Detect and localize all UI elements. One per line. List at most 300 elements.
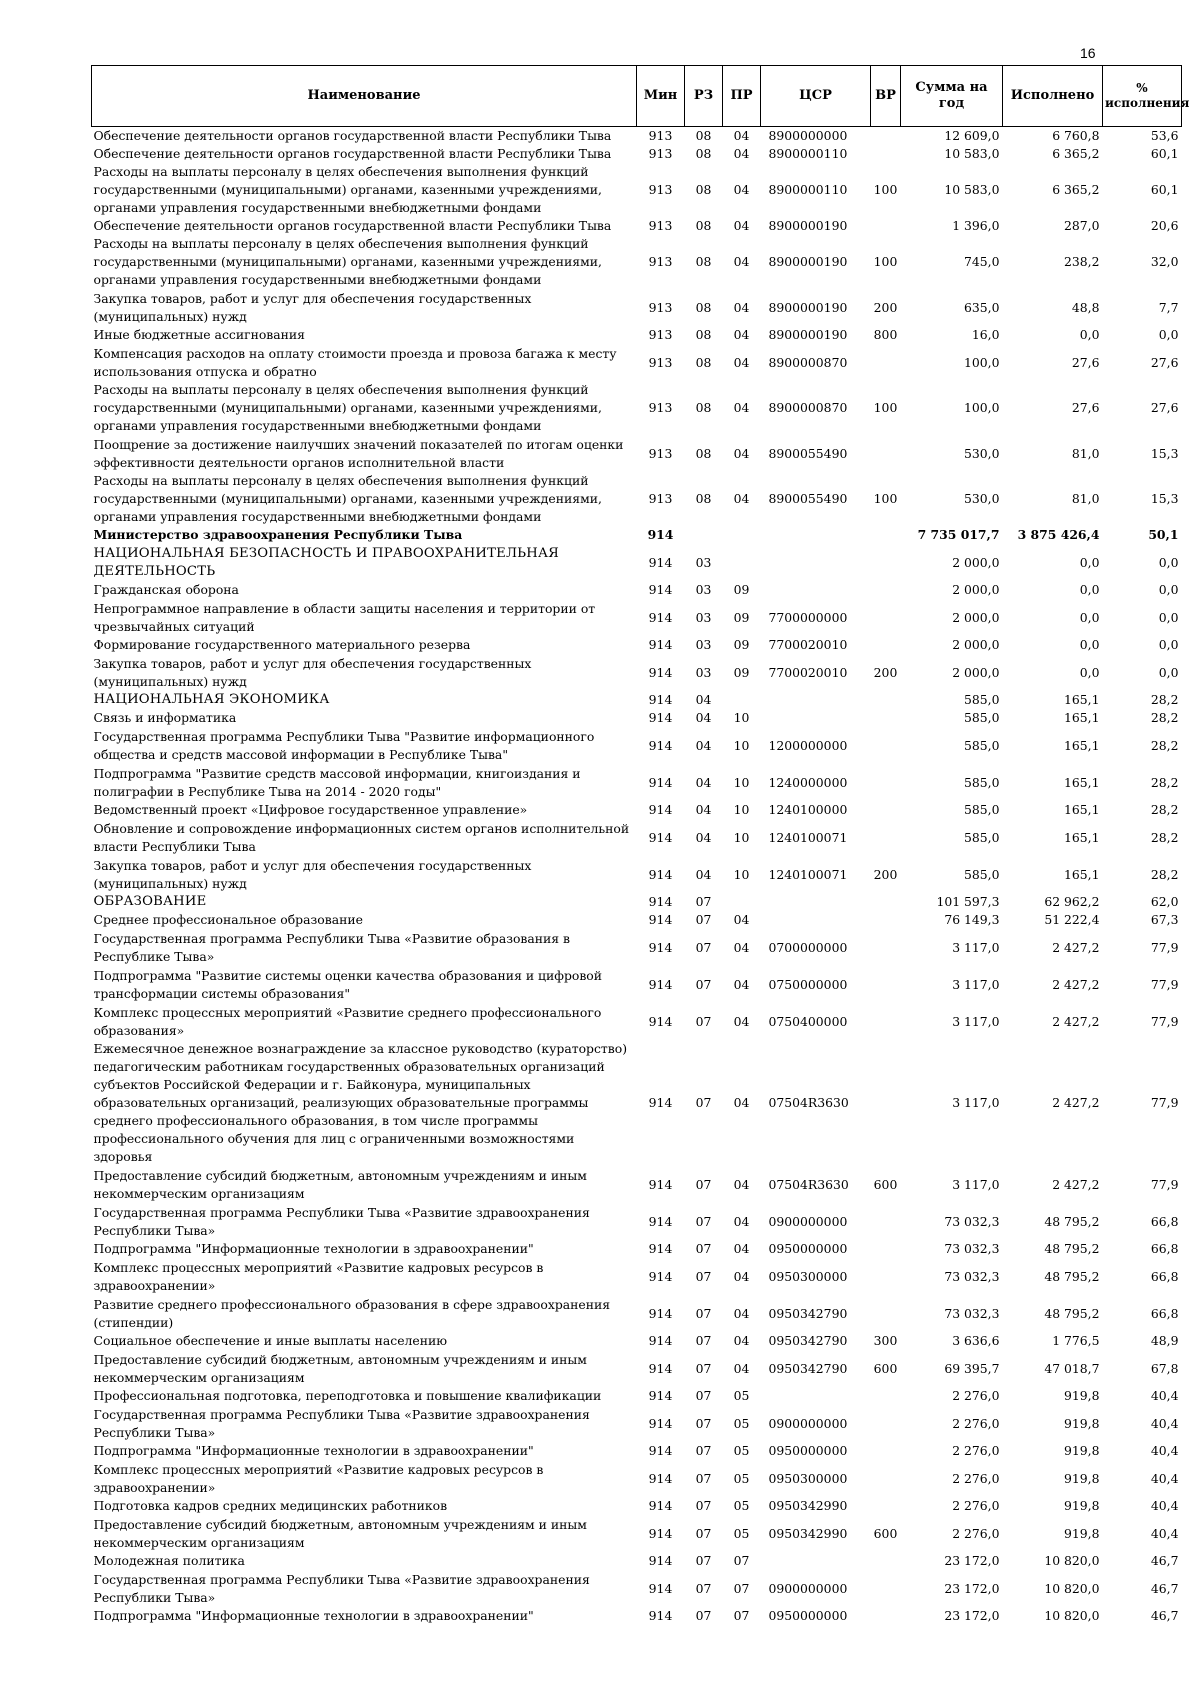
cell-rz: 03 bbox=[695, 582, 712, 597]
cell-done: 919,8 bbox=[1064, 1525, 1100, 1541]
cell-sum: 1 396,0 bbox=[952, 218, 1000, 233]
cell-sum: 585,0 bbox=[964, 774, 1000, 790]
cell-csr: 8900055490 bbox=[768, 445, 848, 461]
cell-sum: 530,0 bbox=[964, 445, 1000, 461]
cell-min: 914 bbox=[648, 1241, 673, 1256]
cell-sum: 23 172,0 bbox=[944, 1553, 1000, 1568]
cell-csr: 0950000000 bbox=[768, 1241, 848, 1256]
cell-done: 81,0 bbox=[1071, 445, 1100, 461]
cell-rz: 07 bbox=[695, 1415, 712, 1431]
cell-vr: 300 bbox=[873, 1333, 898, 1348]
cell-pr: 09 bbox=[733, 664, 750, 680]
cell-sum: 73 032,3 bbox=[944, 1268, 1000, 1284]
cell-min: 914 bbox=[648, 1553, 673, 1568]
cell-pct: 66,8 bbox=[1150, 1241, 1179, 1256]
cell-pct: 77,9 bbox=[1150, 1095, 1179, 1110]
cell-done: 81,0 bbox=[1071, 491, 1100, 506]
cell-rz: 07 bbox=[695, 1095, 712, 1110]
cell-done: 919,8 bbox=[1064, 1498, 1100, 1513]
cell-rz: 07 bbox=[695, 1305, 712, 1321]
cell-done: 48 795,2 bbox=[1044, 1268, 1100, 1284]
cell-name: Комплекс процессных мероприятий «Развитие кадровых ресурсов в здравоохранении» bbox=[93, 1259, 544, 1293]
cell-sum: 3 636,6 bbox=[952, 1333, 1000, 1348]
cell-name: Профессиональная подготовка, переподготовка и повышение квалификации bbox=[93, 1388, 602, 1403]
table-row bbox=[92, 1515, 1182, 1552]
cell-min: 914 bbox=[648, 1388, 673, 1403]
cell-sum: 530,0 bbox=[964, 491, 1000, 506]
cell-pr bbox=[723, 526, 761, 544]
cell-pct: 77,9 bbox=[1150, 939, 1179, 955]
table-row bbox=[92, 289, 1182, 326]
cell-vr bbox=[871, 1570, 901, 1607]
cell-csr: 8900055490 bbox=[768, 491, 848, 506]
cell-done: 6 365,2 bbox=[1052, 182, 1100, 197]
cell-name: Предоставление субсидий бюджетным, автономным учреждениям и иным некоммерческим организациям bbox=[93, 1516, 587, 1550]
cell-sum: 76 149,3 bbox=[944, 912, 1000, 927]
cell-pr: 04 bbox=[733, 327, 750, 342]
table-row bbox=[92, 145, 1182, 163]
cell-rz: 07 bbox=[695, 939, 712, 955]
cell-pct: 28,2 bbox=[1150, 737, 1179, 753]
cell-rz: 07 bbox=[695, 1443, 712, 1458]
cell-name: Предоставление субсидий бюджетным, автономным учреждениям и иным некоммерческим организациям bbox=[93, 1351, 587, 1385]
cell-min: 913 bbox=[648, 146, 673, 161]
cell-sum: 12 609,0 bbox=[944, 128, 1000, 143]
cell-pct: 27,6 bbox=[1150, 354, 1179, 370]
cell-done: 27,6 bbox=[1071, 400, 1100, 415]
cell-csr bbox=[761, 911, 871, 929]
cell-min: 914 bbox=[648, 1498, 673, 1513]
cell-rz: 08 bbox=[695, 491, 712, 506]
cell-sum: 23 172,0 bbox=[944, 1608, 1000, 1623]
cell-csr: 8900000190 bbox=[768, 254, 848, 269]
cell-pr bbox=[723, 893, 761, 911]
cell-rz: 03 bbox=[695, 554, 712, 570]
cell-pr: 10 bbox=[733, 737, 750, 753]
cell-min: 914 bbox=[648, 1013, 673, 1029]
cell-name: Государственная программа Республики Тыва «Развитие здравоохранения Республики Тыва» bbox=[93, 1204, 590, 1238]
table-row bbox=[92, 1166, 1182, 1203]
cell-rz: 03 bbox=[695, 637, 712, 652]
cell-pr: 07 bbox=[733, 1553, 750, 1568]
cell-done: 10 820,0 bbox=[1044, 1580, 1100, 1596]
cell-min: 913 bbox=[648, 400, 673, 415]
cell-vr: 600 bbox=[873, 1360, 898, 1376]
cell-rz: 08 bbox=[695, 182, 712, 197]
cell-pct: 53,6 bbox=[1150, 128, 1179, 143]
table-row bbox=[92, 1607, 1182, 1625]
cell-pct: 0,0 bbox=[1158, 609, 1179, 625]
cell-rz: 07 bbox=[695, 894, 712, 909]
cell-min: 914 bbox=[648, 609, 673, 625]
cell-pr: 10 bbox=[733, 802, 750, 817]
table-row bbox=[92, 801, 1182, 819]
cell-min: 914 bbox=[648, 637, 673, 652]
cell-name: Подпрограмма "Информационные технологии в здравоохранении" bbox=[93, 1608, 534, 1623]
cell-done: 62 962,2 bbox=[1044, 894, 1100, 909]
cell-min: 914 bbox=[648, 1443, 673, 1458]
cell-csr: 1240100071 bbox=[768, 866, 848, 882]
cell-done: 48,8 bbox=[1071, 299, 1100, 315]
cell-rz bbox=[685, 526, 723, 544]
cell-csr: 0900000000 bbox=[768, 1580, 848, 1596]
cell-name: Подпрограмма "Развитие системы оценки качества образования и цифровой трансформации системы образования" bbox=[93, 967, 603, 1001]
cell-rz: 07 bbox=[695, 1268, 712, 1284]
table-row bbox=[92, 1240, 1182, 1258]
cell-rz: 07 bbox=[695, 976, 712, 992]
cell-done: 165,1 bbox=[1064, 829, 1100, 845]
header-name: Наименование bbox=[92, 66, 637, 127]
cell-min: 914 bbox=[648, 829, 673, 845]
cell-rz: 07 bbox=[695, 1213, 712, 1229]
cell-vr bbox=[871, 581, 901, 599]
cell-rz: 04 bbox=[695, 802, 712, 817]
cell-rz: 08 bbox=[695, 299, 712, 315]
cell-sum: 2 000,0 bbox=[952, 554, 1000, 570]
cell-done: 165,1 bbox=[1064, 710, 1100, 725]
cell-pct: 40,4 bbox=[1150, 1470, 1179, 1486]
cell-vr bbox=[871, 217, 901, 235]
header-sum: Сумма на год bbox=[901, 66, 1003, 127]
cell-min: 914 bbox=[648, 1360, 673, 1376]
cell-csr: 1240000000 bbox=[768, 774, 848, 790]
cell-name: НАЦИОНАЛЬНАЯ БЕЗОПАСНОСТЬ И ПРАВООХРАНИТЕЛЬНАЯ ДЕЯТЕЛЬНОСТЬ bbox=[93, 545, 559, 579]
cell-rz: 07 bbox=[695, 1498, 712, 1513]
cell-vr bbox=[871, 1405, 901, 1442]
cell-sum: 3 117,0 bbox=[952, 939, 1000, 955]
budget-execution-table bbox=[91, 65, 1190, 1625]
cell-rz: 07 bbox=[695, 1553, 712, 1568]
cell-min: 914 bbox=[648, 1415, 673, 1431]
cell-rz: 03 bbox=[695, 664, 712, 680]
table-row bbox=[92, 1387, 1182, 1405]
table-row bbox=[92, 544, 1182, 581]
cell-pr: 04 bbox=[733, 128, 750, 143]
cell-sum: 2 000,0 bbox=[952, 609, 1000, 625]
cell-done: 165,1 bbox=[1064, 802, 1100, 817]
cell-pct: 66,8 bbox=[1150, 1213, 1179, 1229]
cell-csr: 0950300000 bbox=[768, 1470, 848, 1486]
cell-pct: 67,8 bbox=[1150, 1360, 1179, 1376]
cell-done: 165,1 bbox=[1064, 737, 1100, 753]
cell-done: 47 018,7 bbox=[1044, 1360, 1100, 1376]
cell-csr: 8900000000 bbox=[768, 128, 848, 143]
cell-sum: 10 583,0 bbox=[944, 182, 1000, 197]
cell-pct: 46,7 bbox=[1150, 1553, 1179, 1568]
cell-done: 27,6 bbox=[1071, 354, 1100, 370]
cell-vr bbox=[871, 1497, 901, 1515]
cell-pr: 04 bbox=[733, 1095, 750, 1110]
table-row bbox=[92, 526, 1182, 544]
cell-pr: 05 bbox=[733, 1388, 750, 1403]
cell-sum: 3 117,0 bbox=[952, 1095, 1000, 1110]
cell-pr: 04 bbox=[733, 254, 750, 269]
cell-pr: 05 bbox=[733, 1443, 750, 1458]
cell-pr: 05 bbox=[733, 1525, 750, 1541]
cell-rz: 07 bbox=[695, 1013, 712, 1029]
cell-csr: 8900000870 bbox=[768, 354, 848, 370]
cell-done: 2 427,2 bbox=[1052, 1176, 1100, 1192]
cell-vr bbox=[871, 526, 901, 544]
cell-done: 0,0 bbox=[1079, 637, 1100, 652]
cell-min: 914 bbox=[648, 1525, 673, 1541]
cell-sum: 2 276,0 bbox=[952, 1470, 1000, 1486]
cell-done: 6 760,8 bbox=[1052, 128, 1100, 143]
cell-pr: 04 bbox=[733, 182, 750, 197]
cell-done: 0,0 bbox=[1079, 327, 1100, 342]
cell-csr: 0950342790 bbox=[768, 1360, 848, 1376]
cell-pct: 15,3 bbox=[1150, 491, 1179, 506]
cell-vr bbox=[871, 911, 901, 929]
cell-csr: 0950342990 bbox=[768, 1498, 848, 1513]
cell-done: 919,8 bbox=[1064, 1470, 1100, 1486]
cell-pr: 10 bbox=[733, 866, 750, 882]
table-row bbox=[92, 1203, 1182, 1240]
cell-csr bbox=[761, 691, 871, 709]
table-row bbox=[92, 856, 1182, 893]
cell-name: Обновление и сопровождение информационных систем органов исполнительной власти Республики Тыва bbox=[93, 820, 630, 854]
cell-vr bbox=[871, 819, 901, 856]
cell-vr: 100 bbox=[873, 182, 898, 197]
cell-sum: 2 000,0 bbox=[952, 664, 1000, 680]
table-row bbox=[92, 819, 1182, 856]
table-row bbox=[92, 929, 1182, 966]
cell-vr bbox=[871, 344, 901, 381]
cell-vr: 800 bbox=[873, 327, 898, 342]
cell-pr: 04 bbox=[733, 1013, 750, 1029]
cell-name: Комплекс процессных мероприятий «Развитие среднего профессионального образования» bbox=[93, 1004, 602, 1038]
cell-pct: 28,2 bbox=[1150, 692, 1179, 707]
cell-rz: 07 bbox=[695, 1241, 712, 1256]
cell-vr bbox=[871, 1203, 901, 1240]
cell-pct: 40,4 bbox=[1150, 1498, 1179, 1513]
cell-name: Подпрограмма "Информационные технологии в здравоохранении" bbox=[93, 1241, 534, 1256]
table-row bbox=[92, 1442, 1182, 1460]
cell-pct: 48,9 bbox=[1150, 1333, 1179, 1348]
cell-name: Обеспечение деятельности органов государственной власти Республики Тыва bbox=[93, 218, 612, 233]
cell-csr bbox=[761, 709, 871, 727]
cell-csr: 0950342790 bbox=[768, 1305, 848, 1321]
cell-min: 914 bbox=[648, 1470, 673, 1486]
cell-csr bbox=[761, 526, 871, 544]
cell-pr: 04 bbox=[733, 146, 750, 161]
cell-done: 6 365,2 bbox=[1052, 146, 1100, 161]
cell-pr: 05 bbox=[733, 1498, 750, 1513]
cell-sum: 101 597,3 bbox=[936, 894, 1000, 909]
cell-sum: 73 032,3 bbox=[944, 1241, 1000, 1256]
cell-vr bbox=[871, 709, 901, 727]
cell-pct: 77,9 bbox=[1150, 1176, 1179, 1192]
table-row bbox=[92, 472, 1182, 526]
table-row bbox=[92, 1258, 1182, 1295]
cell-min: 914 bbox=[648, 802, 673, 817]
cell-name: Обеспечение деятельности органов государственной власти Республики Тыва bbox=[93, 146, 612, 161]
cell-pct: 46,7 bbox=[1150, 1608, 1179, 1623]
cell-pr: 09 bbox=[733, 637, 750, 652]
cell-done: 919,8 bbox=[1064, 1415, 1100, 1431]
cell-rz: 07 bbox=[695, 1333, 712, 1348]
table-row bbox=[92, 235, 1182, 289]
cell-pr: 04 bbox=[733, 491, 750, 506]
cell-pct: 40,4 bbox=[1150, 1388, 1179, 1403]
cell-done: 48 795,2 bbox=[1044, 1213, 1100, 1229]
table-row bbox=[92, 1295, 1182, 1332]
cell-sum: 585,0 bbox=[964, 692, 1000, 707]
cell-sum: 69 395,7 bbox=[944, 1360, 1000, 1376]
cell-vr bbox=[871, 691, 901, 709]
cell-pct: 66,8 bbox=[1150, 1268, 1179, 1284]
cell-min: 914 bbox=[648, 1580, 673, 1596]
cell-pct: 28,2 bbox=[1150, 710, 1179, 725]
header-pr: ПР bbox=[723, 66, 761, 127]
cell-pr: 04 bbox=[733, 354, 750, 370]
cell-pct: 28,2 bbox=[1150, 802, 1179, 817]
cell-csr: 1200000000 bbox=[768, 737, 848, 753]
cell-pct: 0,0 bbox=[1158, 582, 1179, 597]
cell-vr bbox=[871, 929, 901, 966]
cell-min: 913 bbox=[648, 491, 673, 506]
cell-vr: 200 bbox=[873, 299, 898, 315]
cell-rz: 07 bbox=[695, 1580, 712, 1596]
cell-pct: 32,0 bbox=[1150, 254, 1179, 269]
cell-min: 914 bbox=[648, 1095, 673, 1110]
cell-vr: 100 bbox=[873, 254, 898, 269]
table-row bbox=[92, 435, 1182, 472]
table-row bbox=[92, 1405, 1182, 1442]
table-row bbox=[92, 344, 1182, 381]
cell-sum: 2 000,0 bbox=[952, 637, 1000, 652]
table-header bbox=[92, 66, 1190, 127]
cell-name: Расходы на выплаты персоналу в целях обеспечения выполнения функций государственными (муниципальными) органами, казенными учреждениями, органами управления государственными внебюджетными фондами bbox=[93, 236, 602, 287]
cell-pct: 40,4 bbox=[1150, 1443, 1179, 1458]
cell-name: Предоставление субсидий бюджетным, автономным учреждениям и иным некоммерческим организациям bbox=[93, 1167, 587, 1201]
cell-pct: 46,7 bbox=[1150, 1580, 1179, 1596]
table-row bbox=[92, 581, 1182, 599]
cell-csr: 7700020010 bbox=[768, 637, 848, 652]
cell-min: 914 bbox=[648, 939, 673, 955]
cell-name: Среднее профессиональное образование bbox=[93, 912, 363, 927]
cell-min: 913 bbox=[648, 445, 673, 461]
cell-done: 51 222,4 bbox=[1044, 912, 1100, 927]
cell-pr: 04 bbox=[733, 299, 750, 315]
cell-pct: 0,0 bbox=[1158, 327, 1179, 342]
header-rz: РЗ bbox=[685, 66, 723, 127]
cell-name: Расходы на выплаты персоналу в целях обеспечения выполнения функций государственными (муниципальными) органами, казенными учреждениями, органами управления государственными внебюджетными фондами bbox=[93, 382, 602, 433]
cell-name: Развитие среднего профессионального образования в сфере здравоохранения (стипендии) bbox=[93, 1296, 611, 1330]
cell-pct: 40,4 bbox=[1150, 1525, 1179, 1541]
cell-csr bbox=[761, 1552, 871, 1570]
cell-csr: 8900000190 bbox=[768, 327, 848, 342]
cell-sum: 3 117,0 bbox=[952, 976, 1000, 992]
cell-name: Ежемесячное денежное вознаграждение за классное руководство (кураторство) педагогическим работникам государственных образовательных организаций субъектов Российской Федерации и г. Байконура, муниципальных образовательных организаций, реализующих образовательные программы среднего профессионального образования, в том числе программы профессионального обучения для лиц с ограниченными возможностями здоровья bbox=[93, 1041, 628, 1164]
cell-pct: 0,0 bbox=[1158, 664, 1179, 680]
cell-done: 0,0 bbox=[1079, 664, 1100, 680]
cell-sum: 100,0 bbox=[964, 400, 1000, 415]
cell-done: 10 820,0 bbox=[1044, 1608, 1100, 1623]
cell-name: Закупка товаров, работ и услуг для обеспечения государственных (муниципальных) нужд bbox=[93, 290, 532, 324]
cell-done: 919,8 bbox=[1064, 1443, 1100, 1458]
table-row bbox=[92, 1570, 1182, 1607]
cell-pct: 15,3 bbox=[1150, 445, 1179, 461]
cell-csr: 0950000000 bbox=[768, 1443, 848, 1458]
cell-rz: 07 bbox=[695, 1525, 712, 1541]
cell-sum: 16,0 bbox=[971, 327, 1000, 342]
cell-csr: 0700000000 bbox=[768, 939, 848, 955]
cell-sum: 23 172,0 bbox=[944, 1580, 1000, 1596]
cell-sum: 2 276,0 bbox=[952, 1443, 1000, 1458]
cell-vr bbox=[871, 1387, 901, 1405]
cell-pct: 62,0 bbox=[1150, 894, 1179, 909]
cell-min: 914 bbox=[648, 1268, 673, 1284]
cell-pr: 07 bbox=[733, 1608, 750, 1623]
cell-name: Гражданская оборона bbox=[93, 582, 239, 597]
cell-pr: 07 bbox=[733, 1580, 750, 1596]
cell-name: НАЦИОНАЛЬНАЯ ЭКОНОМИКА bbox=[93, 692, 330, 707]
cell-name: Министерство здравоохранения Республики Тыва bbox=[93, 527, 463, 542]
cell-min: 914 bbox=[648, 1333, 673, 1348]
cell-name: Ведомственный проект «Цифровое государственное управление» bbox=[93, 802, 528, 817]
cell-rz: 08 bbox=[695, 218, 712, 233]
cell-name: Компенсация расходов на оплату стоимости проезда и провоза багажа к месту использования отпуска и обратно bbox=[93, 345, 617, 379]
cell-min: 913 bbox=[648, 182, 673, 197]
cell-name: Государственная программа Республики Тыва "Развитие информационного общества и средств массовой информации в Республике Тыва" bbox=[93, 728, 595, 762]
cell-pr: 04 bbox=[733, 1268, 750, 1284]
table-row bbox=[92, 911, 1182, 929]
cell-sum: 585,0 bbox=[964, 710, 1000, 725]
cell-pr: 04 bbox=[733, 976, 750, 992]
cell-name: Расходы на выплаты персоналу в целях обеспечения выполнения функций государственными (муниципальными) органами, казенными учреждениями, органами управления государственными внебюджетными фондами bbox=[93, 473, 602, 524]
cell-done: 165,1 bbox=[1064, 866, 1100, 882]
cell-sum: 585,0 bbox=[964, 737, 1000, 753]
cell-pr: 04 bbox=[733, 445, 750, 461]
cell-done: 2 427,2 bbox=[1052, 976, 1100, 992]
cell-pr: 04 bbox=[733, 218, 750, 233]
cell-name: Подготовка кадров средних медицинских работников bbox=[93, 1498, 448, 1513]
cell-pr: 09 bbox=[733, 582, 750, 597]
cell-done: 165,1 bbox=[1064, 774, 1100, 790]
cell-pr bbox=[723, 544, 761, 581]
cell-csr: 8900000870 bbox=[768, 400, 848, 415]
cell-sum: 2 276,0 bbox=[952, 1498, 1000, 1513]
table-row bbox=[92, 1460, 1182, 1497]
cell-pr: 04 bbox=[733, 1176, 750, 1192]
cell-name: Социальное обеспечение и иные выплаты населению bbox=[93, 1333, 448, 1348]
header-pct: % исполнения bbox=[1103, 66, 1182, 127]
table-row bbox=[92, 764, 1182, 801]
cell-pr: 05 bbox=[733, 1415, 750, 1431]
table-row bbox=[92, 1040, 1182, 1166]
cell-name: Закупка товаров, работ и услуг для обеспечения государственных (муниципальных) нужд bbox=[93, 655, 532, 689]
cell-pr: 04 bbox=[733, 912, 750, 927]
header-row bbox=[92, 66, 1182, 127]
table-row bbox=[92, 1552, 1182, 1570]
cell-vr bbox=[871, 1552, 901, 1570]
cell-min: 914 bbox=[648, 1305, 673, 1321]
cell-rz: 04 bbox=[695, 774, 712, 790]
cell-pct: 20,6 bbox=[1150, 218, 1179, 233]
header-done: Исполнено bbox=[1003, 66, 1103, 127]
cell-pr: 04 bbox=[733, 1213, 750, 1229]
cell-done: 287,0 bbox=[1064, 218, 1100, 233]
cell-csr: 7700020010 bbox=[768, 664, 848, 680]
cell-rz: 04 bbox=[695, 692, 712, 707]
table-row bbox=[92, 326, 1182, 344]
cell-vr: 600 bbox=[873, 1525, 898, 1541]
cell-vr bbox=[871, 1607, 901, 1625]
cell-min: 913 bbox=[648, 254, 673, 269]
cell-vr: 200 bbox=[873, 866, 898, 882]
cell-pct: 0,0 bbox=[1158, 637, 1179, 652]
